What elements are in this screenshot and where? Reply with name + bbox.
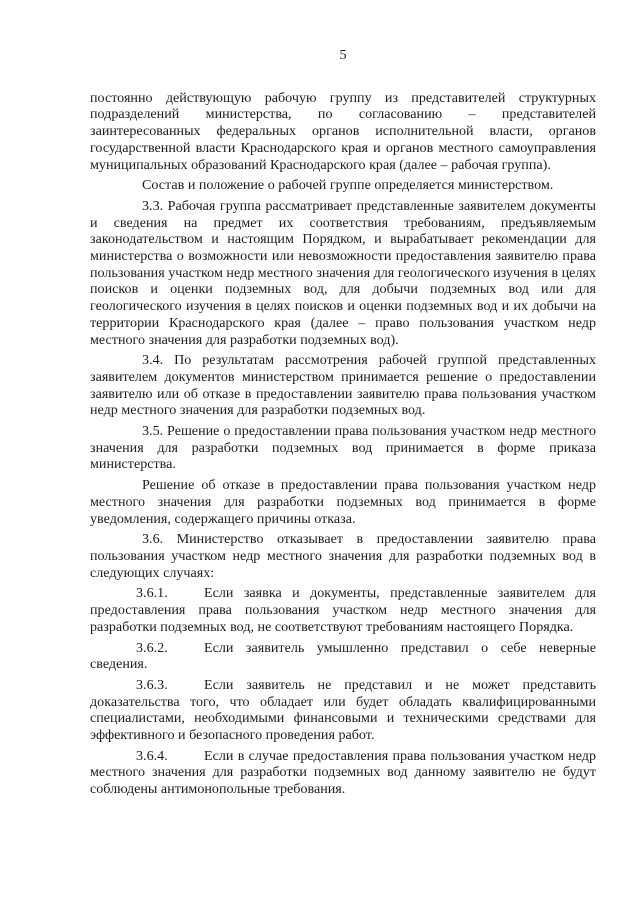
item-text: Если заявитель умышленно представил о себе неверные сведения. [90,639,596,673]
paragraph-3-4: 3.4. По результатам рассмотрения рабочей группой представленных заявителем документов министерством принимается решение о предоставлении заявителю или об отказе в предоставлении заявителю права пользования участком недр местного значения для разработки подземных вод. [90,352,596,419]
item-number: 3.6.3. [136,676,168,693]
paragraph-3-6: 3.6. Министерство отказывает в предоставлении заявителю права пользования участком недр местного значения для разработки подземных вод в следующих случаях: [90,531,596,581]
paragraph-3-3: 3.3. Рабочая группа рассматривает представленные заявителем документы и сведения на предмет их соответствия требованиям, предъявляемым законодательством и настоящим Порядком, и вырабатывает рекомендации для министерства о возможности или невозможности предоставления заявителю права пользования участком недр местного значения для геологического изучения в целях поисков и оценки подземных вод, для добычи подземных вод или для геологического изучения в целях поисков и оценки подземных вод и их добычи на территории Краснодарского края (далее – право пользования участком недр местного значения для разработки подземных вод). [90,197,596,348]
paragraph-working-group: постоянно действующую рабочую группу из представителей структурных подразделений министерства, по согласованию – представителей заинтересованных федеральных органов исполнительной власти, органов государственной власти Краснодарского края и органов местного самоуправления муниципальных образований Краснодарского края (далее – рабочая группа). [90,89,596,173]
list-item [90,585,596,635]
paragraph-composition: Состав и положение о рабочей группе определяется министерством. [142,177,554,194]
paragraph-refusal-decision: Решение об отказе в предоставлении права пользования участком недр местного значения для разработки подземных вод принимается в форме уведомления, содержащего причины отказа. [90,477,596,527]
item-number: 3.6.2. [136,639,168,656]
item-text: Если заявитель не представил и не может представить доказательства того, что обладает или будет обладать квалифицированными специалистами, необходимыми финансовыми и техническими средствами для эффективного и безопасного проведения работ. [90,676,596,744]
list-item [90,677,596,744]
list-item [90,640,596,673]
paragraph-3-5: 3.5. Решение о предоставлении права пользования участком недр местного значения для разработки подземных вод принимается в форме приказа министерства. [90,423,596,473]
list-item [90,748,596,798]
item-number: 3.6.1. [136,585,168,602]
item-number: 3.6.4. [136,747,168,764]
item-text: Если в случае предоставления права пользования участком недр местного значения для разработки подземных вод данному заявителю не будут соблюдены антимонопольные требования. [90,747,596,798]
item-text: Если заявка и документы, представленные заявителем для предоставления права пользования участком недр местного значения для разработки подземных вод, не соответствуют требованиям настоящего Порядка. [90,585,596,635]
page-number: 5 [339,48,347,63]
